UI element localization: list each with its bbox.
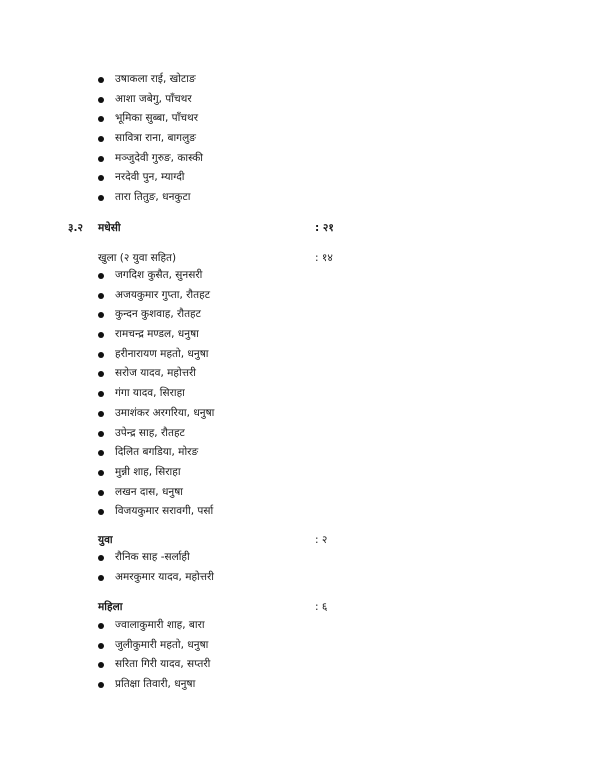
list-item: सरोज यादव, महोत्तरी xyxy=(98,364,214,384)
bullet-icon xyxy=(98,490,104,496)
section-number: ३.२ xyxy=(68,222,83,234)
list-item: उषाकला राई, खोटाङ xyxy=(98,70,203,90)
bullet-icon xyxy=(98,136,104,142)
list-youth xyxy=(98,548,214,587)
section-count: : २१ xyxy=(315,222,334,234)
bullet-icon xyxy=(98,682,104,688)
list-item: मञ्जुदेवी गुरुङ, कास्की xyxy=(98,149,203,169)
bullet-icon xyxy=(98,273,104,279)
list-item: ज्वालाकुमारी शाह, बारा xyxy=(98,616,210,636)
open-count: : १४ xyxy=(315,252,333,264)
list-item: सावित्रा राना, बागलुङ xyxy=(98,129,203,149)
list-item: रामचन्द्र मण्डल, धनुषा xyxy=(98,325,214,345)
bullet-icon xyxy=(98,662,104,668)
bullet-icon xyxy=(98,352,104,358)
list-item: विजयकुमार सरावगी, पर्सा xyxy=(98,502,214,522)
bullet-icon xyxy=(98,431,104,437)
list-item: भूमिका सुब्बा, पाँचथर xyxy=(98,109,203,129)
women-count: : ६ xyxy=(315,601,328,613)
list-open xyxy=(98,266,214,522)
list-item: अजयकुमार गुप्ता, रौतहट xyxy=(98,286,214,306)
bullet-icon xyxy=(98,116,104,122)
youth-label: युवा xyxy=(98,534,113,546)
list-item: मुन्नी शाह, सिराहा xyxy=(98,463,214,483)
bullet-icon xyxy=(98,175,104,181)
list-item: हरीनारायण महतो, धनुषा xyxy=(98,345,214,365)
bullet-icon xyxy=(98,371,104,377)
bullet-icon xyxy=(98,623,104,629)
list-item: तारा तितुङ, धनकुटा xyxy=(98,188,203,208)
bullet-icon xyxy=(98,312,104,318)
list-item: रौनिक साह -सर्लाही xyxy=(98,548,214,568)
bullet-icon xyxy=(98,156,104,162)
bullet-icon xyxy=(98,450,104,456)
bullet-icon xyxy=(98,97,104,103)
list-item: जुलीकुमारी महतो, धनुषा xyxy=(98,636,210,656)
youth-count: : २ xyxy=(315,534,328,546)
list-item: गंगा यादव, सिराहा xyxy=(98,384,214,404)
list-item: कुन्दन कुशवाह, रौतहट xyxy=(98,305,214,325)
list-item: दिलित बगडिया, मोरङ xyxy=(98,443,214,463)
list-item: आशा जबेगु, पाँचथर xyxy=(98,90,203,110)
list-women xyxy=(98,616,210,695)
list-item: सरिता गिरी यादव, सप्तरी xyxy=(98,655,210,675)
bullet-icon xyxy=(98,555,104,561)
bullet-icon xyxy=(98,77,104,83)
bullet-icon xyxy=(98,293,104,299)
bullet-icon xyxy=(98,411,104,417)
list-item: नरदेवी पुन, म्याग्दी xyxy=(98,168,203,188)
bullet-icon xyxy=(98,195,104,201)
list-item: जगदिश कुसैत, सुनसरी xyxy=(98,266,214,286)
bullet-icon xyxy=(98,575,104,581)
list-item: उमाशंकर अरगरिया, धनुषा xyxy=(98,404,214,424)
bullet-icon xyxy=(98,509,104,515)
list-item: प्रतिक्षा तिवारी, धनुषा xyxy=(98,675,210,695)
bullet-icon xyxy=(98,643,104,649)
bullet-icon xyxy=(98,391,104,397)
bullet-icon xyxy=(98,332,104,338)
open-label: खुला (२ युवा सहित) xyxy=(98,252,177,264)
list-item: लखन दास, धनुषा xyxy=(98,483,214,503)
list-item: अमरकुमार यादव, महोत्तरी xyxy=(98,568,214,588)
section-title: मधेसी xyxy=(98,222,121,234)
list-top xyxy=(98,70,203,208)
bullet-icon xyxy=(98,470,104,476)
list-item: उपेन्द्र साह, रौतहट xyxy=(98,424,214,444)
women-label: महिला xyxy=(98,601,123,613)
